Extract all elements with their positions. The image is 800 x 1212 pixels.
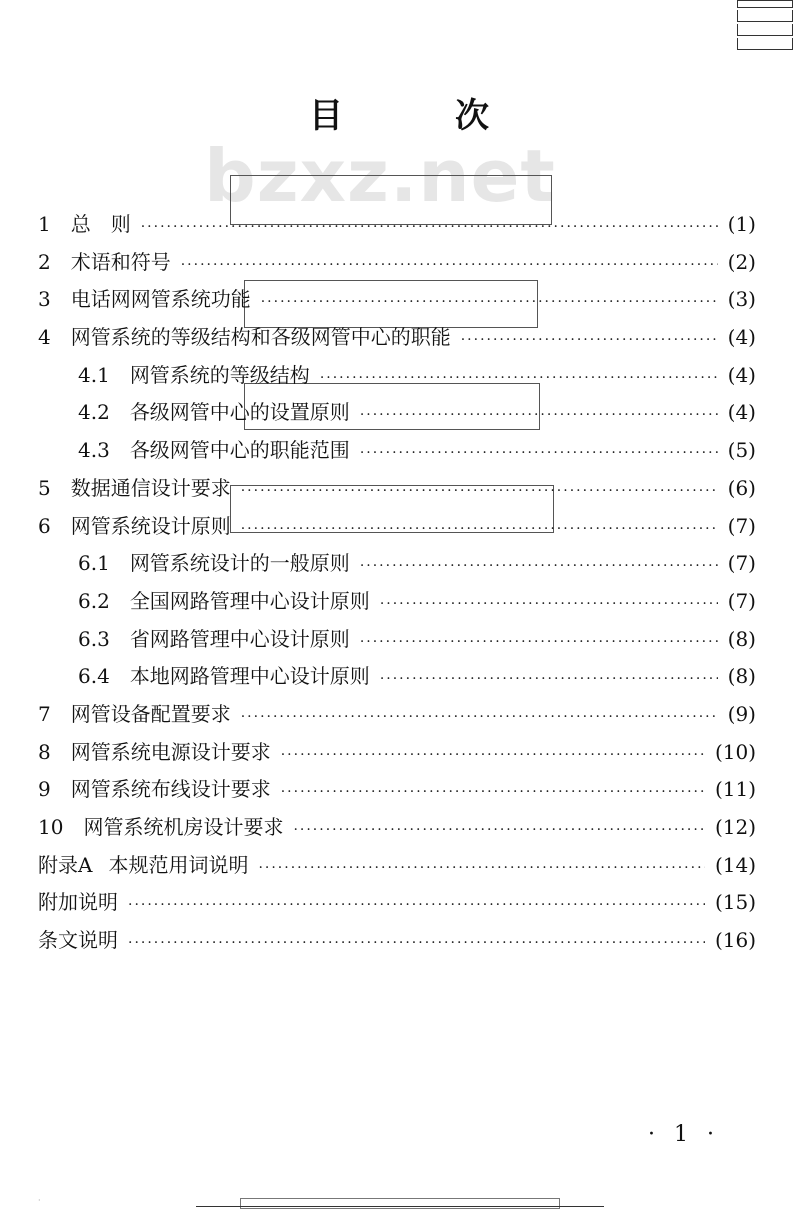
corner-tab-marks — [737, 0, 793, 52]
toc-entry-title: 总 则 — [70, 212, 131, 236]
toc-entry-number: 6.4 — [78, 664, 110, 689]
toc-entry-title: 网管系统设计的一般原则 — [129, 551, 350, 576]
toc-entry[interactable] — [38, 244, 756, 282]
toc-entry-number: 2 — [38, 249, 51, 274]
toc-entry-page: (4) — [727, 325, 756, 350]
toc-entry-title: 全国网路管理中心设计原则 — [129, 588, 370, 613]
toc-entry[interactable] — [38, 847, 756, 885]
leader-dots — [241, 511, 718, 549]
toc-entry-page: (8) — [727, 626, 756, 651]
leader-dots — [360, 435, 718, 473]
leader-dots — [360, 548, 718, 586]
leader-dots — [241, 473, 718, 511]
leader-dots — [293, 812, 704, 850]
toc-entry-page: (6) — [727, 475, 756, 500]
table-of-contents — [38, 206, 756, 960]
toc-entry-title: 网管系统的等级结构 — [129, 362, 310, 387]
toc-entry-title: 网管系统电源设计要求 — [70, 739, 271, 764]
toc-entry-number: 9 — [38, 777, 51, 802]
toc-entry-page: (10) — [714, 739, 756, 764]
toc-entry-number: 4 — [38, 325, 51, 350]
toc-entry-page: (8) — [727, 664, 756, 689]
toc-entry-page: (15) — [714, 890, 756, 915]
toc-entry-page: (3) — [727, 287, 756, 312]
toc-entry-number: 6.2 — [78, 588, 110, 613]
toc-entry-title: 附加说明 — [38, 890, 118, 915]
toc-entry-page: (7) — [727, 588, 756, 613]
toc-entry-number: 4.1 — [78, 362, 110, 387]
toc-subentry[interactable] — [38, 394, 756, 432]
toc-entry-page: (7) — [727, 513, 756, 538]
toc-entry-number: 7 — [38, 701, 51, 726]
watermark-logo: bzxz.net — [204, 134, 556, 218]
toc-subentry[interactable] — [38, 583, 756, 621]
toc-entry[interactable] — [38, 508, 756, 546]
page-title — [0, 88, 800, 137]
leader-dots — [258, 850, 704, 888]
toc-entry-title: 网管系统机房设计要求 — [83, 815, 284, 839]
toc-entry[interactable] — [38, 281, 756, 319]
toc-entry-number: 10 — [38, 815, 64, 839]
corner-tab — [737, 0, 793, 8]
corner-tab — [737, 10, 793, 22]
toc-entry-title: 网管设备配置要求 — [70, 701, 231, 726]
toc-entry-number: 4.3 — [78, 438, 110, 463]
toc-entry-title: 数据通信设计要求 — [70, 475, 231, 500]
leader-dots — [281, 737, 705, 775]
toc-entry-page: (11) — [714, 777, 756, 802]
toc-entry-page: (14) — [714, 852, 756, 877]
toc-entry-title: 各级网管中心的职能范围 — [129, 438, 350, 463]
leader-dots — [241, 699, 718, 737]
toc-entry-number: 4.2 — [78, 400, 110, 425]
toc-entry-page: (16) — [714, 928, 756, 953]
page-number: · 1 · — [648, 1122, 720, 1147]
toc-subentry[interactable] — [38, 621, 756, 659]
toc-entry-number: 6.3 — [78, 626, 110, 651]
toc-entry-title: 本规范用词说明 — [108, 852, 249, 877]
title-char-left: 目 — [309, 96, 345, 136]
toc-entry-number: 1 — [38, 212, 51, 236]
toc-subentry[interactable] — [38, 545, 756, 583]
toc-entry-title: 术语和符号 — [70, 249, 171, 274]
toc-entry-page: (9) — [727, 701, 756, 726]
toc-entry-title: 省网路管理中心设计原则 — [129, 626, 350, 651]
leader-dots — [320, 360, 718, 398]
toc-entry[interactable] — [38, 470, 756, 508]
toc-subentry[interactable] — [38, 357, 756, 395]
toc-entry-number: 5 — [38, 475, 51, 500]
toc-entry[interactable] — [38, 884, 756, 922]
leader-dots — [380, 586, 718, 624]
toc-entry-title: 条文说明 — [38, 928, 118, 953]
leader-dots — [181, 247, 718, 285]
leader-dots — [461, 322, 718, 360]
toc-entry-number: 6 — [38, 513, 51, 538]
toc-entry[interactable] — [38, 922, 756, 960]
toc-entry-title: 网管系统布线设计要求 — [70, 777, 271, 802]
toc-entry-title: 各级网管中心的设置原则 — [129, 400, 350, 425]
leader-dots — [128, 887, 705, 925]
corner-tab — [737, 38, 793, 50]
toc-entry-page: (4) — [727, 362, 756, 387]
toc-entry-title: 网管系统的等级结构和各级网管中心的职能 — [70, 325, 451, 350]
toc-entry-number: 8 — [38, 739, 51, 764]
toc-entry-number: 6.1 — [78, 551, 110, 576]
leader-dots — [141, 209, 718, 247]
toc-entry-page: (1) — [727, 212, 756, 236]
toc-entry-page: (4) — [727, 400, 756, 425]
toc-entry[interactable] — [38, 206, 756, 244]
toc-subentry[interactable] — [38, 432, 756, 470]
leader-dots — [380, 661, 718, 699]
toc-entry-number: 3 — [38, 287, 51, 312]
toc-entry[interactable] — [38, 809, 756, 847]
leader-dots — [360, 397, 718, 435]
leader-dots — [360, 624, 718, 662]
toc-entry[interactable] — [38, 696, 756, 734]
toc-entry[interactable] — [38, 771, 756, 809]
toc-entry-title: 本地网路管理中心设计原则 — [129, 664, 370, 689]
toc-entry-title: 电话网网管系统功能 — [70, 287, 251, 312]
footer-rule — [196, 1206, 604, 1212]
toc-entry[interactable] — [38, 319, 756, 357]
toc-entry-page: (7) — [727, 551, 756, 576]
toc-entry-page: (2) — [727, 249, 756, 274]
corner-tab — [737, 24, 793, 36]
toc-entry-page: (5) — [727, 438, 756, 463]
toc-entry-number: 附录A — [38, 852, 93, 877]
scan-speck: · — [38, 1196, 41, 1205]
leader-dots — [281, 774, 705, 812]
toc-entry-title: 网管系统设计原则 — [70, 513, 231, 538]
toc-subentry[interactable] — [38, 658, 756, 696]
leader-dots — [128, 925, 705, 963]
title-char-right: 次 — [455, 96, 491, 136]
leader-dots — [261, 284, 718, 322]
toc-entry[interactable] — [38, 734, 756, 772]
toc-entry-page: (12) — [714, 815, 756, 839]
